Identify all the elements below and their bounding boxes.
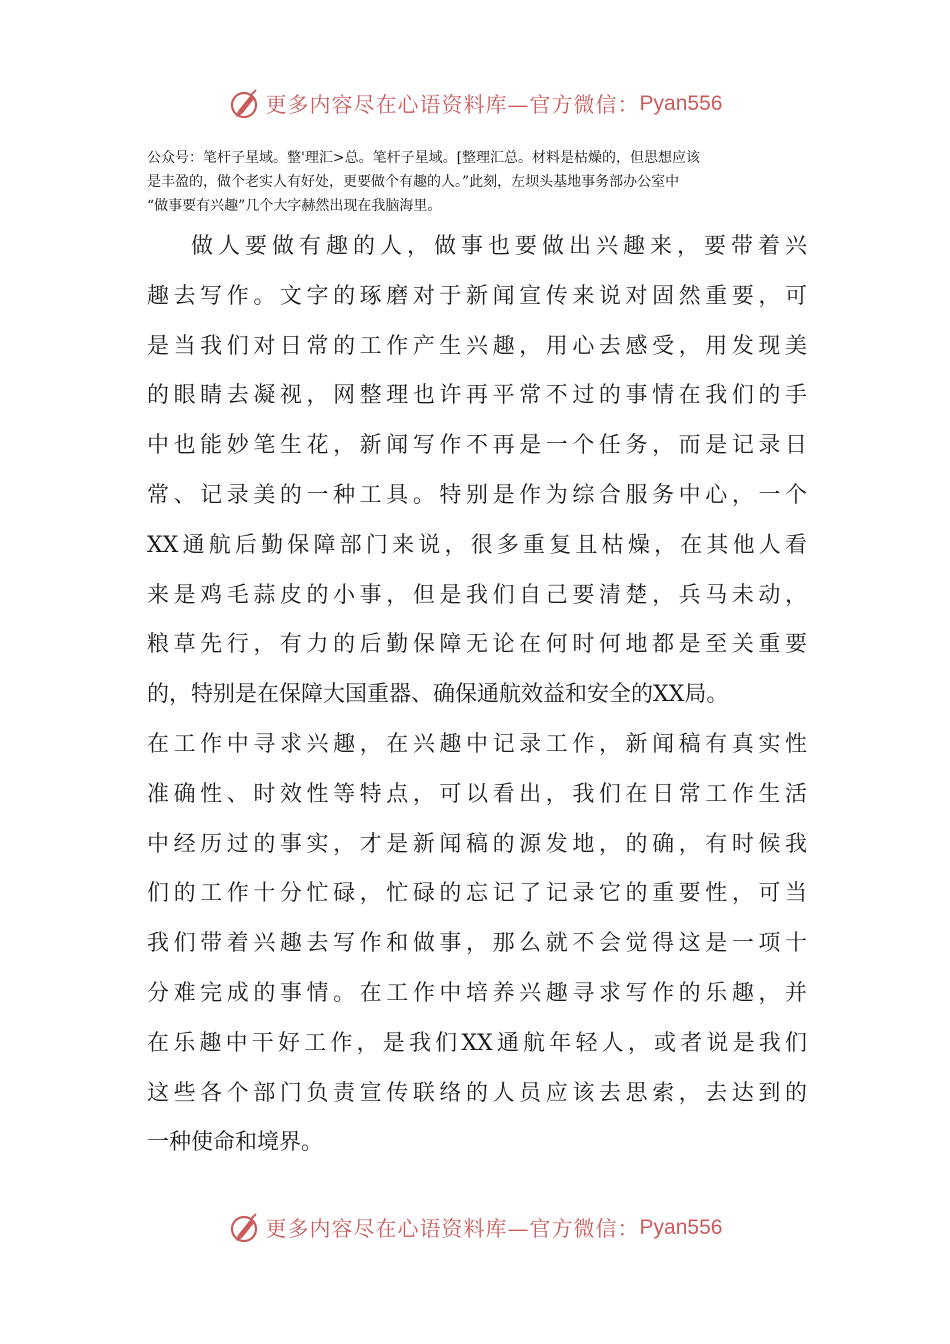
body-line: 一种使命和境界。	[147, 1130, 324, 1156]
header-excerpt	[147, 146, 827, 218]
body-line: 来是鸡毛蒜皮的小事，但是我们自己要清楚，兵马未动，	[147, 582, 807, 608]
watermark-wechat-id: Pyan556	[639, 92, 723, 115]
body-line: 分难完成的事情。在工作中培养兴趣寻求写作的乐趣，并	[147, 980, 807, 1006]
watermark-text: 更多内容尽在心语资料库—官方微信：	[265, 1217, 640, 1241]
body-line: 的，特别是在保障大国重器、确保通航效益和安全的XX局。	[147, 682, 729, 708]
body-line: 是当我们对日常的工作产生兴趣，用心去感受，用发现美	[147, 333, 807, 359]
body-line: 准确性、时效性等特点，可以看出，我们在日常工作生活	[147, 781, 807, 807]
pen-circle-logo-icon	[228, 87, 262, 121]
body-line: 的眼睛去凝视，网整理也许再平常不过的事情在我们的手	[147, 383, 807, 409]
body-line: 我们带着兴趣去写作和做事，那么就不会觉得这是一项十	[147, 931, 807, 957]
body-line: 中经历过的事实，才是新闻稿的源发地，的确，有时候我	[147, 831, 807, 857]
body-line: 做人要做有趣的人，做事也要做出兴趣来，要带着兴	[191, 234, 807, 259]
header-line: “做事要有兴趣”几个大字赫然出现在我脑海里。	[147, 198, 442, 214]
body-line: 这些各个部门负责宣传联络的人员应该去思索，去达到的	[147, 1080, 807, 1106]
header-line: 公众号：笔杆子星域。整'理汇>总。笔杆子星域。[整理汇总。材料是枯燥的，但思想应该	[147, 150, 701, 166]
watermark-wechat-id: Pyan556	[639, 1216, 723, 1239]
body-line: XX通航后勤保障部门来说，很多重复且枯燥，在其他人看	[147, 532, 807, 558]
body-line: 趣去写作。文字的琢磨对于新闻宣传来说对固然重要，可	[147, 283, 807, 309]
body-line: 粮草先行，有力的后勤保障无论在何时何地都是至关重要	[147, 632, 807, 658]
watermark-bottom	[0, 1208, 950, 1248]
body-line: 中也能妙笔生花，新闻写作不再是一个任务，而是记录日	[147, 433, 807, 459]
body-line: 在乐趣中干好工作，是我们XX通航年轻人，或者说是我们	[147, 1030, 807, 1056]
watermark-top	[0, 84, 950, 124]
body-line: 们的工作十分忙碌，忙碌的忘记了记录它的重要性，可当	[147, 881, 807, 907]
watermark-text: 更多内容尽在心语资料库—官方微信：	[265, 93, 640, 117]
body-paragraph	[147, 222, 807, 1168]
body-line: 常、记录美的一种工具。特别是作为综合服务中心，一个	[147, 482, 807, 508]
header-line: 是丰盈的，做个老实人有好处，更要做个有趣的人。”此刻，左坝头基地事务部办公室中	[147, 174, 680, 190]
body-line: 在工作中寻求兴趣，在兴趣中记录工作，新闻稿有真实性	[147, 731, 807, 757]
pen-circle-logo-icon	[228, 1211, 262, 1245]
